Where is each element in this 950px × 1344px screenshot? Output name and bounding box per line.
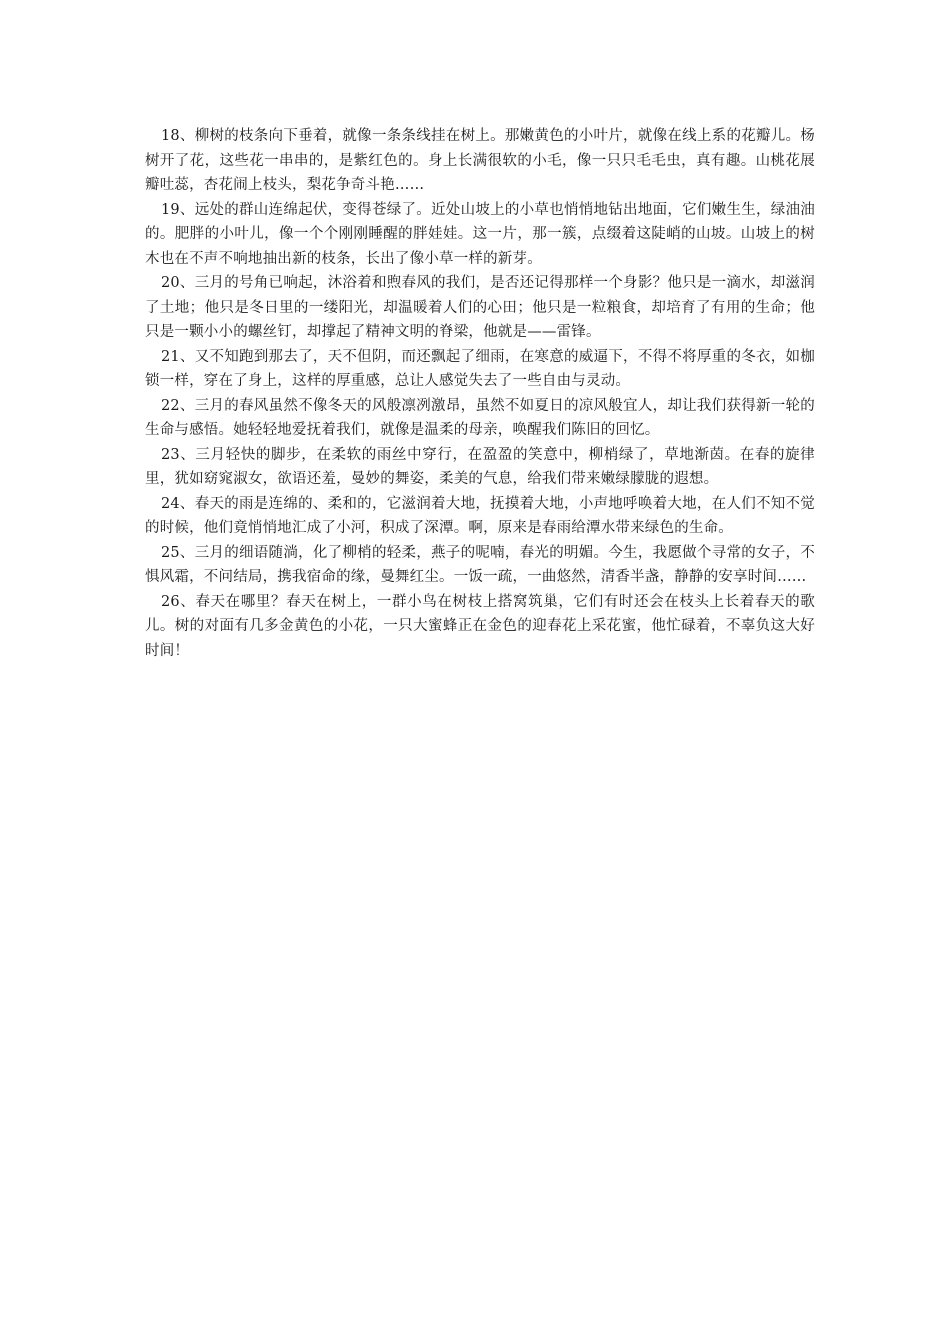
paragraph-19: 19、远处的群山连绵起伏，变得苍绿了。近处山坡上的小草也悄悄地钻出地面，它们嫩生生，绿油油的。肥胖的小叶儿，像一个个刚刚睡醒的胖娃娃。这一片，那一簇，点缀着这陡峭的山坡。山坡上的树木也在不声不响地抽出新的枝条，长出了像小草一样的新芽。 [145,201,815,267]
paragraph-25: 25、三月的细语随淌，化了柳梢的轻柔，燕子的呢喃，春光的明媚。今生，我愿做个寻常的女子，不惧风霜，不问结局，携我宿命的缘，曼舞红尘。一饭一疏，一曲悠然，清香半盏，静静的安享时间…… [145,544,815,585]
paragraph-23: 23、三月轻快的脚步，在柔软的雨丝中穿行，在盈盈的笑意中，柳梢绿了，草地渐茵。在春的旋律里，犹如窈窕淑女，欲语还羞，曼妙的舞姿，柔美的气息，给我们带来嫩绿朦胧的遐想。 [145,446,815,487]
paragraph-20: 20、三月的号角已响起，沐浴着和煦春风的我们，是否还记得那样一个身影？他只是一滴水，却滋润了土地；他只是冬日里的一缕阳光，却温暖着人们的心田；他只是一粒粮食，却培育了有用的生命；他只是一颗小小的螺丝钉，却撑起了精神文明的脊梁，他就是——雷锋。 [145,275,815,340]
paragraph-18: 18、柳树的枝条向下垂着，就像一条条线挂在树上。那嫩黄色的小叶片，就像在线上系的花瓣儿。杨树开了花，这些花一串串的，是紫红色的。身上长满很软的小毛，像一只只毛毛虫，真有趣。山桃花展瓣吐蕊，杏花闹上枝头，梨花争奇斗艳…… [145,128,815,193]
paragraph-21: 21、又不知跑到那去了，天不但阴，而还飘起了细雨，在寒意的威逼下，不得不将厚重的冬衣，如枷锁一样，穿在了身上，这样的厚重感，总让人感觉失去了一些自由与灵动。 [145,348,815,389]
paragraph-22: 22、三月的春风虽然不像冬天的风般凛冽激昂，虽然不如夏日的凉风般宜人，却让我们获得新一轮的生命与感悟。她轻轻地爱抚着我们，就像是温柔的母亲，唤醒我们陈旧的回忆。 [145,397,815,438]
document-body [145,124,815,663]
paragraph-24: 24、春天的雨是连绵的、柔和的，它滋润着大地，抚摸着大地，小声地呼唤着大地，在人们不知不觉的时候，他们竟悄悄地汇成了小河，积成了深潭。啊，原来是春雨给潭水带来绿色的生命。 [145,495,815,536]
paragraph-26: 26、春天在哪里？春天在树上，一群小鸟在树枝上搭窝筑巢，它们有时还会在枝头上长着春天的歌儿。树的对面有几多金黄色的小花，一只大蜜蜂正在金色的迎春花上采花蜜，他忙碌着，不辜负这大好时间！ [145,593,815,659]
